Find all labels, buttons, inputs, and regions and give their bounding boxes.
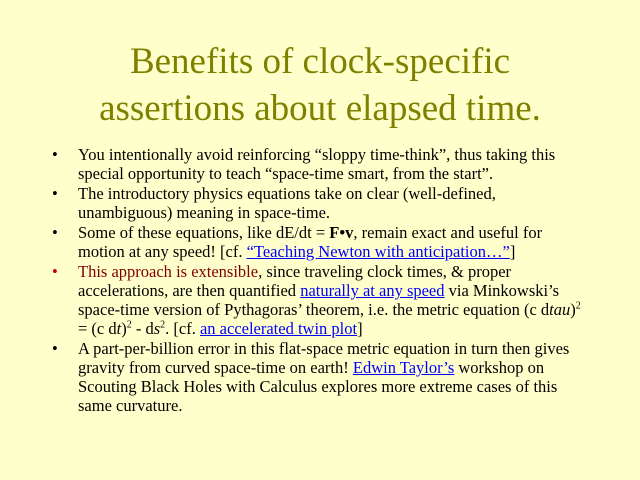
- extensible-highlight-a: This approach: [78, 262, 177, 281]
- bullet-3-text-a: Some of these equations, like dE/dt =: [78, 223, 330, 242]
- s-variable: s: [153, 319, 161, 338]
- bullet-4-text-e: ): [121, 319, 127, 338]
- bullet-item-5: [52, 339, 592, 415]
- t-variable: t: [116, 319, 122, 338]
- bullet-4-text-g: . [cf.: [165, 319, 200, 338]
- tau-variable: tau: [549, 300, 571, 319]
- bullet-dot: •: [52, 339, 58, 358]
- force-dot-velocity: F•v: [329, 223, 354, 242]
- title-line-1: Benefits of clock-specific: [129, 41, 511, 82]
- exponent: 2: [160, 319, 166, 331]
- bullet-item-2: [52, 184, 592, 222]
- bullet-item-3: [52, 223, 592, 261]
- bullet-dot: •: [52, 262, 58, 281]
- extensible-highlight-b: is extensible: [176, 262, 259, 281]
- bullet-list: [52, 145, 592, 416]
- bullet-2-text: The introductory physics equations take on clear (well-defined, unambiguous) meaning in space-time.: [78, 184, 496, 222]
- exponent: 2: [575, 300, 581, 312]
- exponent: 2: [126, 319, 132, 331]
- bullet-4-text-h: ]: [357, 319, 363, 338]
- slide-title: [0, 38, 640, 132]
- bullet-4-text-f: - d: [131, 319, 154, 338]
- bullet-dot: •: [52, 184, 58, 203]
- bullet-dot: •: [52, 223, 58, 242]
- title-line-2: assertions about elapsed time.: [99, 88, 541, 129]
- bullet-item-1: [52, 145, 592, 183]
- bullet-1-text: You intentionally avoid reinforcing “sloppy time-think”, thus taking this special opportunity to teach “space-time smart, from the start”.: [78, 145, 556, 183]
- bullet-5-text-a: A part-per-billion error in this flat-space metric equation in turn then gives gravity from curved space-time on earth!: [78, 339, 570, 377]
- bullet-4-text-c: ): [570, 300, 576, 319]
- bullet-4-text-b: via Minkowski’s space-time version of Pythagoras’ theorem, i.e. the metric equation (c d: [78, 281, 560, 319]
- edwin-taylor-link[interactable]: Edwin Taylor’s: [352, 358, 455, 377]
- bullet-5-text-b: workshop on Scouting Black Holes with Calculus explores more extreme cases of this same curvature.: [78, 358, 558, 415]
- bullet-4-text-d: = (c d: [78, 319, 117, 338]
- bullet-4-text-a: , since traveling clock times, & proper accelerations, are then quantified: [78, 262, 512, 300]
- bullet-3-text-c: ]: [509, 242, 516, 261]
- bullet-3-text-b: , remain exact and useful for motion at any speed! [cf.: [78, 223, 543, 261]
- bullet-dot: •: [52, 145, 58, 164]
- accelerated-twin-plot-link[interactable]: an accelerated twin plot: [199, 319, 358, 338]
- teaching-newton-link[interactable]: “Teaching Newton with anticipation…”: [246, 242, 510, 261]
- naturally-at-any-speed-link[interactable]: naturally at any speed: [300, 281, 445, 300]
- bullet-item-4: [52, 262, 592, 338]
